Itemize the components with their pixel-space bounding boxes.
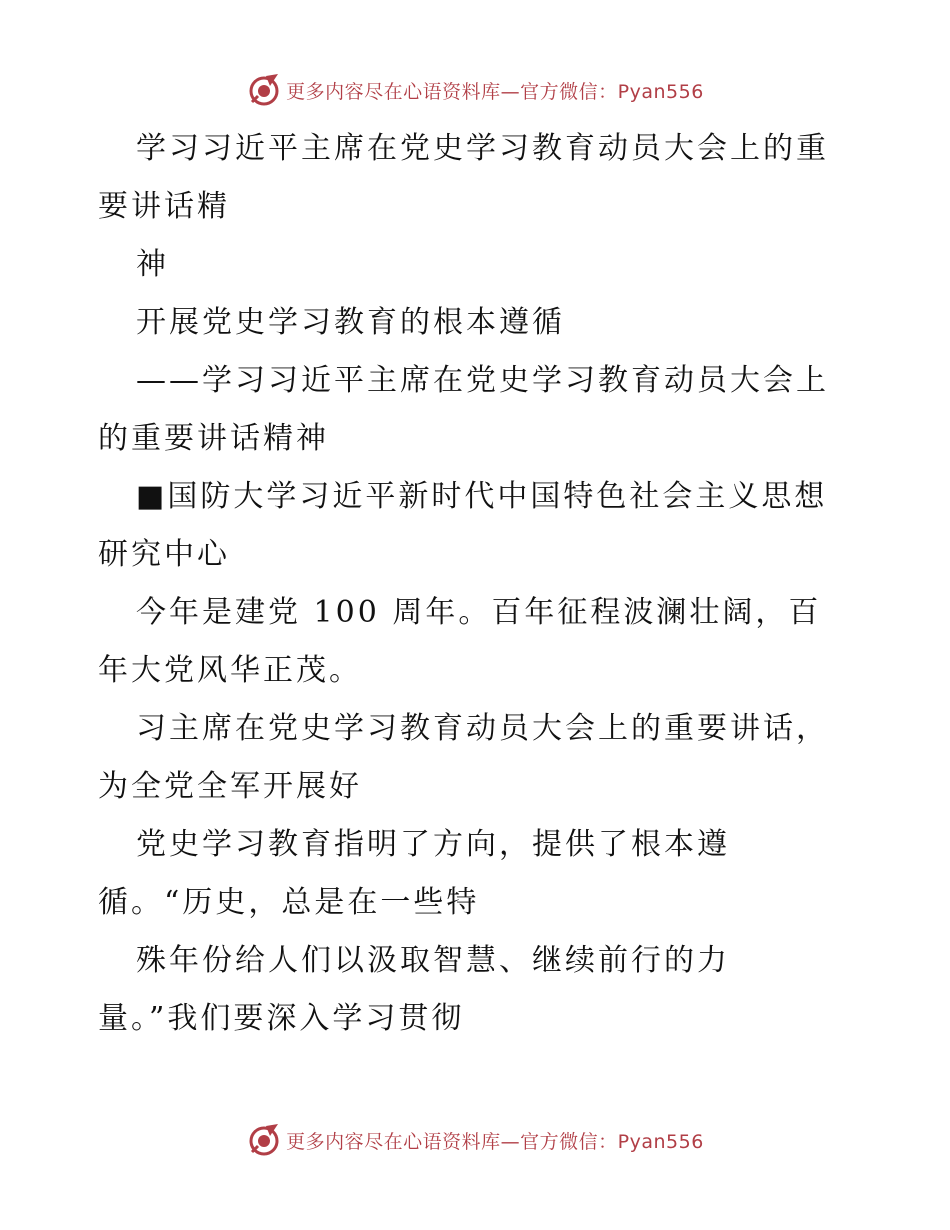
header-watermark-text: 更多内容尽在心语资料库—官方微信：Pyan556 <box>286 80 704 103</box>
footer-watermark <box>0 1118 950 1162</box>
text-line: 今年是建党 100 周年。百年征程波澜壮阔，百 <box>136 595 822 630</box>
text-line: 要讲话精 <box>98 189 230 224</box>
text-line: 习主席在党史学习教育动员大会上的重要讲话， <box>136 711 829 746</box>
pen-logo-icon <box>246 72 282 108</box>
text-line: 党史学习教育指明了方向，提供了根本遵 <box>136 827 730 862</box>
text-line: 的重要讲话精神 <box>98 421 329 456</box>
text-line: ■国防大学习近平新时代中国特色社会主义思想 <box>136 479 828 514</box>
text-line: 开展党史学习教育的根本遵循 <box>136 305 565 340</box>
header-watermark <box>0 68 950 112</box>
text-line: 量。”我们要深入学习贯彻 <box>98 1001 465 1036</box>
text-line: 循。“历史，总是在一些特 <box>98 885 480 920</box>
text-line: ——学习习近平主席在党史学习教育动员大会上 <box>136 363 829 398</box>
text-line: 神 <box>136 247 169 282</box>
text-line: 研究中心 <box>98 537 230 572</box>
pen-logo-icon <box>246 1122 282 1158</box>
document-body <box>98 120 858 1048</box>
text-line: 为全党全军开展好 <box>98 769 362 804</box>
text-line: 殊年份给人们以汲取智慧、继续前行的力 <box>136 943 730 978</box>
text-line: 学习习近平主席在党史学习教育动员大会上的重 <box>136 131 829 166</box>
footer-watermark-text: 更多内容尽在心语资料库—官方微信：Pyan556 <box>286 1130 704 1153</box>
text-line: 年大党风华正茂。 <box>98 653 362 688</box>
